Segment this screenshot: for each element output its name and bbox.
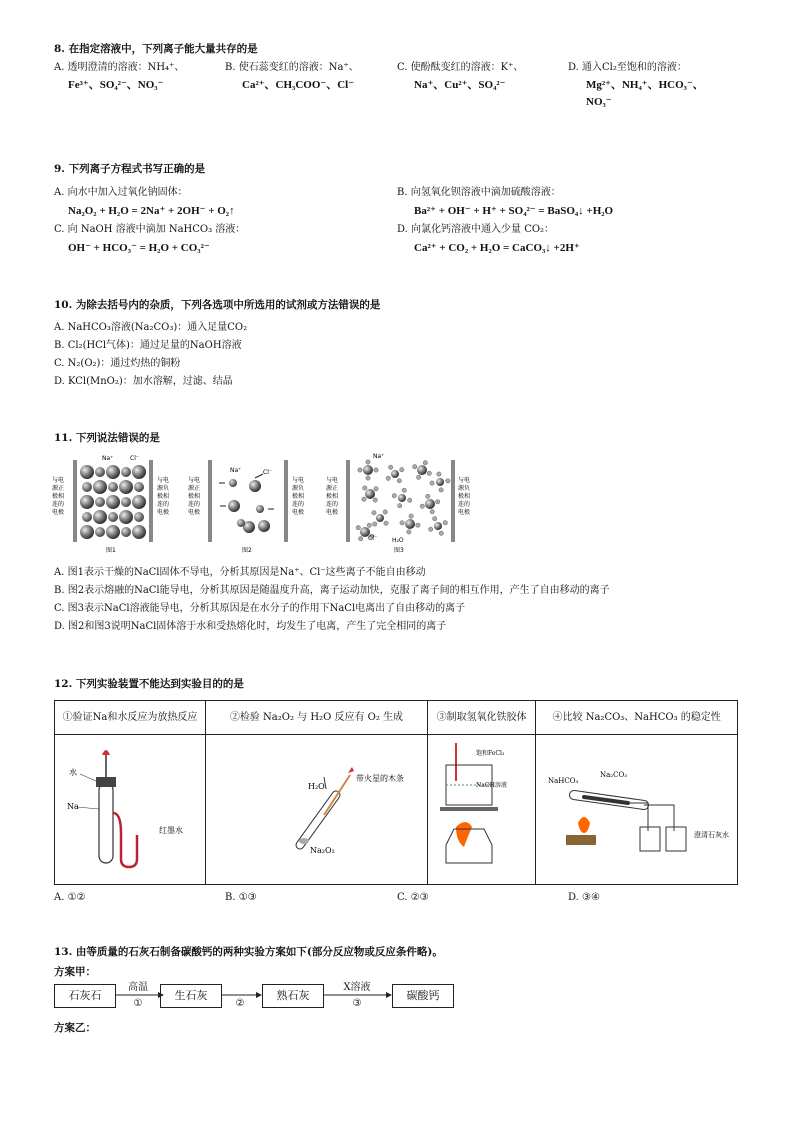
water-molecule (430, 509, 434, 513)
water-molecule (356, 525, 360, 529)
q10-title: 10. 为除去括号内的杂质，下列各选项中所选用的试剂或方法错误的是 (54, 299, 381, 311)
fig3-cl-label: Cl⁻ (368, 535, 378, 542)
sodium-ion (95, 497, 105, 507)
fig1-caption: 图1 (106, 547, 116, 554)
q11-option-d: D. 图2和图3说明NaCl固体溶于水和受热熔化时，均发生了电离，产生了完全相同的离子 (54, 621, 447, 632)
water-molecule (366, 460, 370, 464)
fig2-right-electrode (284, 460, 288, 542)
q8-option-a-line1: A. 透明澄清的溶液：NH₄⁺、 (54, 62, 185, 73)
svg-text:电极: 电极 (188, 509, 201, 516)
q12-option-b: B. ①③ (225, 892, 257, 903)
water-molecule (439, 531, 443, 535)
svg-text:源正: 源正 (188, 485, 201, 492)
water-molecule (398, 503, 402, 507)
arrow1-step: ① (133, 998, 143, 1009)
water-molecule (429, 527, 433, 531)
q12-title: 12. 下列实验装置不能达到实验目的的是 (54, 678, 244, 690)
water-molecule (366, 476, 370, 480)
q12-option-c: C. ②③ (397, 892, 429, 903)
svg-text:与电: 与电 (292, 477, 305, 484)
q12-apparatus-table (54, 700, 738, 885)
sodium-ion (82, 482, 92, 492)
fig3-left-electrode (346, 460, 350, 542)
chloride-ion (119, 510, 133, 524)
flow-box-quicklime: 生石灰 (160, 984, 222, 1008)
fig3-hydrated-ions (356, 460, 450, 541)
fig1-na-label: Na⁺ (102, 455, 114, 462)
water-molecule (386, 476, 390, 480)
water-molecule (416, 523, 420, 527)
water-molecule (439, 488, 443, 492)
chloride-ion (132, 465, 146, 479)
water-molecule (402, 488, 406, 492)
svg-text:电极: 电极 (292, 509, 305, 516)
water-molecule (400, 467, 404, 471)
svg-text:连的: 连的 (458, 501, 470, 508)
svg-text:极相: 极相 (326, 493, 339, 500)
hydrated-ion (365, 489, 375, 499)
water-molecule (426, 494, 430, 498)
sodium-ion (108, 512, 118, 522)
water-molecule (362, 497, 366, 501)
chloride-ion (119, 480, 133, 494)
label-red-ink: 红墨水 (158, 826, 183, 835)
hydrated-ion (391, 470, 399, 478)
sodium-ion (121, 527, 131, 537)
water-molecule (407, 498, 411, 502)
label-na2o2: Na₂O₂ (310, 846, 336, 855)
water-molecule (413, 464, 417, 468)
svg-text:连的: 连的 (326, 501, 339, 508)
arrow2-step: ② (235, 998, 245, 1009)
arrow1-condition: 高温 (128, 982, 148, 993)
q12-apparatus-4 (536, 735, 738, 885)
q9-option-a-line2: Na₂O₂ + H₂O = 2Na⁺ + 2OH⁻ + O₂↑ (68, 205, 235, 217)
hydrated-ion (405, 519, 415, 529)
hydrated-ion (417, 465, 427, 475)
svg-text:极相: 极相 (52, 493, 65, 500)
nacl-conduction-figures (50, 452, 470, 560)
hydrated-ion (425, 499, 435, 509)
svg-text:源正: 源正 (326, 485, 339, 492)
chloride-ion (106, 465, 120, 479)
water-molecule (388, 465, 392, 469)
q8-option-a-line2: Fe³⁺、SO₄²⁻、NO₃⁻ (68, 79, 164, 91)
q11-option-a: A. 图1表示干燥的NaCl固体不导电，分析其原因是Na⁺、Cl⁻这些离子不能自由移动 (54, 567, 426, 578)
water-molecule (435, 500, 439, 504)
water-molecule (437, 472, 441, 476)
water-molecule (409, 514, 413, 518)
svg-text:电极: 电极 (52, 509, 65, 516)
hydrated-ion (398, 494, 406, 502)
sodium-ion (95, 527, 105, 537)
svg-text:电极: 电极 (157, 509, 170, 516)
q10-option-d: D. KCl(MnO₂)：加水溶解，过滤、结晶 (54, 376, 233, 387)
sodium-ion (82, 512, 92, 522)
svg-text:源负: 源负 (292, 485, 305, 492)
svg-text:源负: 源负 (157, 485, 170, 492)
fig1-cl-label: Cl⁻ (130, 455, 140, 462)
q9-option-d-line2: Ca²⁺ + CO₂ + H₂O = CaCO₃↓ +2H⁺ (414, 242, 580, 254)
q12-apparatus-3 (427, 735, 535, 885)
q8-option-b-line1: B. 使石蕊变红的溶液：Na⁺、 (225, 62, 359, 73)
water-molecule (373, 522, 377, 526)
water-molecule (358, 537, 362, 541)
chloride-ion (93, 480, 107, 494)
fig1-left-electrode (73, 460, 77, 542)
water-molecule (446, 479, 450, 483)
q12-option-a: A. ①② (54, 892, 86, 903)
q12-option-d: D. ③④ (568, 892, 600, 903)
water-molecule (407, 530, 411, 534)
fig3-caption: 图3 (394, 547, 404, 554)
sodium-ion (134, 482, 144, 492)
water-molecule (430, 481, 434, 485)
hydrated-ion (434, 522, 442, 530)
q12-header-3: ③制取氢氧化铁胶体 (427, 701, 535, 735)
svg-text:与电: 与电 (326, 477, 339, 484)
water-molecule (358, 468, 362, 472)
q8-option-d-line2: Mg²⁺、NH₄⁺、HCO₃⁻、 (586, 79, 704, 91)
q9-option-d-line1: D. 向氯化钙溶液中通入少量 CO₂： (397, 224, 555, 235)
q10-option-a: A. NaHCO₃溶液(Na₂CO₃)：通入足量CO₂ (54, 322, 248, 333)
q10-option-b: B. Cl₂(HCl气体)：通过足量的NaOH溶液 (54, 340, 242, 351)
label-lime-water: 澄清石灰水 (693, 831, 729, 839)
q12-header-2: ②检验 Na₂O₂ 与 H₂O 反应有 O₂ 生成 (205, 701, 427, 735)
sodium-ion (95, 467, 105, 477)
svg-text:与电: 与电 (458, 477, 470, 484)
q9-option-c-line2: OH⁻ + HCO₃⁻ = H₂O + CO₃²⁻ (68, 242, 210, 254)
chloride-ion (80, 525, 94, 539)
chloride-ion (106, 495, 120, 509)
fig2-cl-label: Cl⁻ (263, 469, 273, 476)
hydrated-ion (436, 478, 444, 486)
q8-option-b-line2: Ca²⁺、CH₃COO⁻、Cl⁻ (242, 79, 355, 91)
q11-title: 11. 下列说法错误的是 (54, 432, 160, 444)
fig2-caption: 图2 (242, 547, 252, 554)
q8-title: 8. 在指定溶液中，下列离子能大量共存的是 (54, 43, 258, 55)
arrow3-condition: X溶液 (343, 982, 371, 993)
q12-apparatus-1 (55, 735, 206, 885)
q9-option-a-line1: A. 向水中加入过氧化钠固体： (54, 187, 188, 198)
svg-text:与电: 与电 (52, 477, 65, 484)
chloride-ion (132, 495, 146, 509)
q12-header-1: ①验证Na和水反应为放热反应 (55, 701, 206, 735)
q13-plan-a-label: 方案甲： (54, 966, 96, 978)
label-nahco3: NaHCO₃ (547, 777, 578, 785)
fig3-h2o-label: H₂O (392, 537, 404, 544)
hydrated-ion (363, 465, 373, 475)
q12-header-4: ④比较 Na₂CO₃、NaHCO₃ 的稳定性 (536, 701, 738, 735)
fig3-na-label: Na⁺ (373, 453, 385, 460)
svg-text:电极: 电极 (326, 509, 339, 516)
fig1-nacl-lattice (80, 465, 146, 539)
q9-title: 9. 下列离子方程式书写正确的是 (54, 163, 206, 175)
q13-title: 13. 由等质量的石灰石制备碳酸钙的两种实验方案如下(部分反应物或反应条件略)。 (54, 946, 443, 958)
water-molecule (420, 504, 424, 508)
q13-plan-b-label: 方案乙： (54, 1022, 96, 1034)
label-spark: 带火星的木条 (356, 774, 405, 783)
svg-text:源正: 源正 (52, 485, 65, 492)
svg-text:连的: 连的 (52, 501, 65, 508)
flow-box-limestone: 石灰石 (54, 984, 116, 1008)
sodium-ion (121, 497, 131, 507)
chloride-ion (93, 510, 107, 524)
svg-text:与电: 与电 (157, 477, 170, 484)
water-molecule (400, 521, 404, 525)
svg-text:连的: 连的 (157, 501, 170, 508)
q9-option-c-line1: C. 向 NaOH 溶液中滴加 NaHCO₃ 溶液： (54, 224, 246, 235)
label-na2co3: Na₂CO₃ (599, 771, 627, 779)
label-fecl3: 饱和FeCl₃ (475, 750, 504, 757)
sodium-ion (108, 482, 118, 492)
svg-text:极相: 极相 (188, 493, 201, 500)
flow-box-slaked-lime: 熟石灰 (262, 984, 324, 1008)
chloride-ion (80, 465, 94, 479)
q8-option-c-line1: C. 使酚酞变红的溶液：K⁺、 (397, 62, 524, 73)
q8-option-d-line3: NO₃⁻ (586, 96, 612, 108)
chloride-ion (106, 525, 120, 539)
fig2-free-ions (219, 474, 274, 533)
q11-option-c: C. 图3表示NaCl溶液能导电，分析其原因是在水分子的作用下NaCl电离出了自由移动的离子 (54, 603, 466, 614)
flow-box-calcium-carbonate: 碳酸钙 (392, 984, 454, 1008)
label-na: Na (66, 802, 79, 811)
svg-text:源负: 源负 (458, 485, 470, 492)
label-h2o: H₂O (308, 782, 326, 791)
water-molecule (384, 521, 388, 525)
water-molecule (374, 487, 378, 491)
water-molecule (373, 498, 377, 502)
water-molecule (383, 510, 387, 514)
svg-text:极相: 极相 (157, 493, 170, 500)
hydrated-ion (376, 514, 384, 522)
q12-apparatus-2 (205, 735, 427, 885)
q9-option-b-line2: Ba²⁺ + OH⁻ + H⁺ + SO₄²⁻ = BaSO₄↓ +H₂O (414, 205, 614, 217)
fig3-right-electrode (451, 460, 455, 542)
q10-option-c: C. N₂(O₂)：通过灼热的铜粉 (54, 358, 181, 369)
chloride-ion (80, 495, 94, 509)
water-molecule (416, 475, 420, 479)
water-molecule (372, 511, 376, 515)
fig2-na-label: Na⁺ (230, 467, 242, 474)
q11-option-b: B. 图2表示熔融的NaCl能导电，分析其原因是随温度升高，离子运动加快，克服了离子间的相互作用，产生了自由移动的离子 (54, 585, 610, 596)
water-molecule (427, 471, 431, 475)
sodium-ion (121, 467, 131, 477)
label-naoh: NaOH溶液 (475, 782, 507, 789)
chloride-ion (132, 525, 146, 539)
water-molecule (363, 486, 367, 490)
water-molecule (397, 479, 401, 483)
water-molecule (443, 521, 447, 525)
q9-option-b-line1: B. 向氢氧化钡溶液中滴加硫酸溶液： (397, 187, 561, 198)
svg-text:电极: 电极 (458, 509, 470, 516)
q8-option-c-line2: Na⁺、Cu²⁺、SO₄²⁻ (414, 79, 506, 91)
svg-text:极相: 极相 (458, 493, 470, 500)
q8-option-d-line1: D. 通入Cl₂至饱和的溶液： (568, 62, 687, 73)
svg-text:与电: 与电 (188, 477, 201, 484)
water-molecule (392, 494, 396, 498)
water-molecule (374, 468, 378, 472)
label-water: 水 (68, 768, 77, 777)
svg-text:极相: 极相 (292, 493, 305, 500)
svg-text:连的: 连的 (292, 501, 305, 508)
svg-text:连的: 连的 (188, 501, 201, 508)
sodium-ion (134, 512, 144, 522)
arrow3-step: ③ (352, 998, 362, 1009)
water-molecule (433, 517, 437, 521)
water-molecule (423, 461, 427, 465)
water-molecule (367, 523, 371, 527)
fig1-right-electrode (149, 460, 153, 542)
fig2-left-electrode (208, 460, 212, 542)
